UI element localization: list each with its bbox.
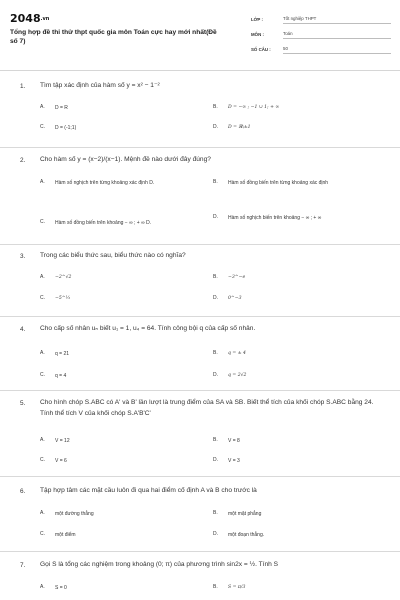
option-letter: B.: [213, 179, 218, 185]
question-text: Tập hợp tâm các mặt cầu luôn đi qua hai điểm cố định A và B cho trước là: [40, 487, 257, 494]
option-text: S = π/3: [228, 585, 246, 590]
option-letter: C.: [40, 372, 45, 378]
header-divider: [0, 70, 400, 71]
meta-value: 50: [283, 46, 391, 54]
option-c[interactable]: [40, 124, 76, 132]
question-number: 5.: [20, 400, 26, 407]
option-text: D = −∞ ; −1 ∪ 1; + ∞: [228, 105, 280, 110]
option-text: Hàm số đồng biến trên khoảng − ∞ ; + ∞ D.: [55, 220, 152, 226]
option-text: D = (-1;1): [55, 125, 77, 131]
option-b[interactable]: [213, 274, 245, 282]
option-letter: A.: [40, 274, 45, 280]
question-divider: [0, 316, 400, 317]
option-text: một đường thẳng: [55, 511, 94, 517]
logo-suffix: .vn: [40, 16, 50, 22]
option-letter: C.: [40, 295, 45, 301]
option-letter: D.: [213, 457, 218, 463]
option-text: −2^√2: [55, 275, 72, 280]
option-text: q = 4: [55, 373, 67, 379]
option-letter: B.: [213, 437, 218, 443]
option-b[interactable]: [213, 350, 246, 358]
option-letter: B.: [213, 510, 218, 516]
option-c[interactable]: [40, 531, 76, 539]
question-number: 2.: [20, 157, 26, 164]
option-letter: C.: [40, 124, 45, 130]
option-text: 0^−3: [228, 296, 242, 301]
question-divider: [0, 244, 400, 245]
option-letter: A.: [40, 179, 45, 185]
meta-value: Tốt nghiệp THPT: [283, 16, 391, 24]
question-number: 6.: [20, 488, 26, 495]
option-d[interactable]: [213, 531, 264, 539]
question-number: 3.: [20, 253, 26, 260]
meta-row-count: [251, 42, 391, 57]
question-divider: [0, 147, 400, 148]
option-c[interactable]: [40, 372, 66, 380]
option-a[interactable]: [40, 179, 205, 187]
option-text: q = 2√2: [228, 373, 247, 378]
meta-key: SỐ CÂU :: [251, 47, 271, 52]
option-b[interactable]: [213, 104, 279, 112]
option-b[interactable]: [213, 510, 261, 518]
meta-value: Toán: [283, 31, 391, 39]
option-c[interactable]: [40, 219, 205, 227]
question-text: Cho hàm số y = (x−2)/(x−1). Mệnh đề nào dưới đây đúng?: [40, 156, 211, 163]
document-title: Tổng hợp đề thi thử thpt quốc gia môn Toán cực hay mới nhất(Đề số 7): [10, 29, 217, 45]
meta-key: LỚP :: [251, 17, 263, 22]
question-text: Tìm tập xác định của hàm số y = x² − 1⁻²: [40, 82, 160, 89]
option-letter: A.: [40, 437, 45, 443]
option-c[interactable]: [40, 295, 70, 303]
meta-row-subject: [251, 27, 391, 42]
option-letter: B.: [213, 104, 218, 110]
option-text: D = R: [55, 105, 68, 111]
question-text: Gọi S là tổng các nghiệm trong khoảng (0; π) của phương trình sin2x = ½. Tính S: [40, 561, 279, 568]
option-b[interactable]: [213, 179, 378, 187]
option-letter: D.: [213, 124, 218, 130]
option-text: −3^−e: [228, 275, 246, 280]
option-text: Hàm số nghịch trên từng khoảng xác định D.: [55, 180, 155, 186]
option-a[interactable]: [40, 350, 69, 358]
option-letter: A.: [40, 510, 45, 516]
meta-row-class: [251, 12, 391, 27]
question-divider: [0, 476, 400, 477]
option-letter: D.: [213, 214, 218, 220]
option-a[interactable]: [40, 274, 71, 282]
option-text: một điểm: [55, 532, 76, 538]
option-b[interactable]: [213, 584, 245, 592]
option-text: D = ℝ\±1: [228, 125, 251, 130]
document-meta: [251, 12, 391, 57]
option-text: S = 0: [55, 585, 67, 591]
option-a[interactable]: [40, 510, 94, 518]
option-d[interactable]: [213, 124, 251, 132]
question-text: Trong các biểu thức sau, biểu thức nào có nghĩa?: [40, 252, 186, 259]
option-d[interactable]: [213, 295, 242, 303]
option-a[interactable]: [40, 104, 68, 112]
option-a[interactable]: [40, 584, 67, 592]
option-b[interactable]: [213, 437, 240, 445]
option-text: V = 6: [55, 458, 67, 464]
option-a[interactable]: [40, 437, 70, 445]
option-letter: C.: [40, 531, 45, 537]
logo-main: 2048: [10, 12, 41, 25]
option-letter: A.: [40, 350, 45, 356]
option-d[interactable]: [213, 372, 246, 380]
option-text: q = 21: [55, 351, 70, 357]
option-letter: C.: [40, 457, 45, 463]
option-text: q = ± 4: [228, 351, 246, 356]
option-d[interactable]: [213, 214, 378, 222]
option-letter: B.: [213, 350, 218, 356]
option-letter: A.: [40, 104, 45, 110]
question-divider: [0, 390, 400, 391]
option-text: V = 3: [228, 458, 240, 464]
option-c[interactable]: [40, 457, 67, 465]
meta-key: MÔN :: [251, 32, 264, 37]
option-text: V = 8: [228, 438, 240, 444]
question-number: 7.: [20, 562, 26, 569]
option-letter: D.: [213, 531, 218, 537]
option-letter: D.: [213, 372, 218, 378]
question-text: Cho cấp số nhân uₙ biết u₁ = 1, u₄ = 64. Tính công bội q của cấp số nhân.: [40, 325, 256, 332]
option-letter: C.: [40, 219, 45, 225]
page-header: [0, 0, 400, 62]
option-text: −5^⅓: [55, 296, 71, 301]
option-letter: D.: [213, 295, 218, 301]
question-number: 1.: [20, 83, 26, 90]
site-logo[interactable]: [10, 12, 49, 25]
option-text: Hàm số nghịch biến trên khoảng − ∞ ; + ∞: [228, 215, 322, 221]
option-letter: A.: [40, 584, 45, 590]
option-letter: B.: [213, 584, 218, 590]
option-text: một mặt phẳng: [228, 511, 262, 517]
option-text: Hàm số đồng biến trên từng khoảng xác định: [228, 180, 329, 186]
option-letter: B.: [213, 274, 218, 280]
question-divider: [0, 551, 400, 552]
option-text: một đoạn thẳng.: [228, 532, 265, 538]
question-number: 4.: [20, 326, 26, 333]
option-text: V = 12: [55, 438, 70, 444]
question-text: Cho hình chóp S.ABC có A' và B' lần lượt là trung điểm của SA và SB. Biết thể tích của khối chóp S.ABC bằng 24. Tính thể tích V của khối chóp S.A'B'C': [40, 399, 374, 417]
option-d[interactable]: [213, 457, 240, 465]
